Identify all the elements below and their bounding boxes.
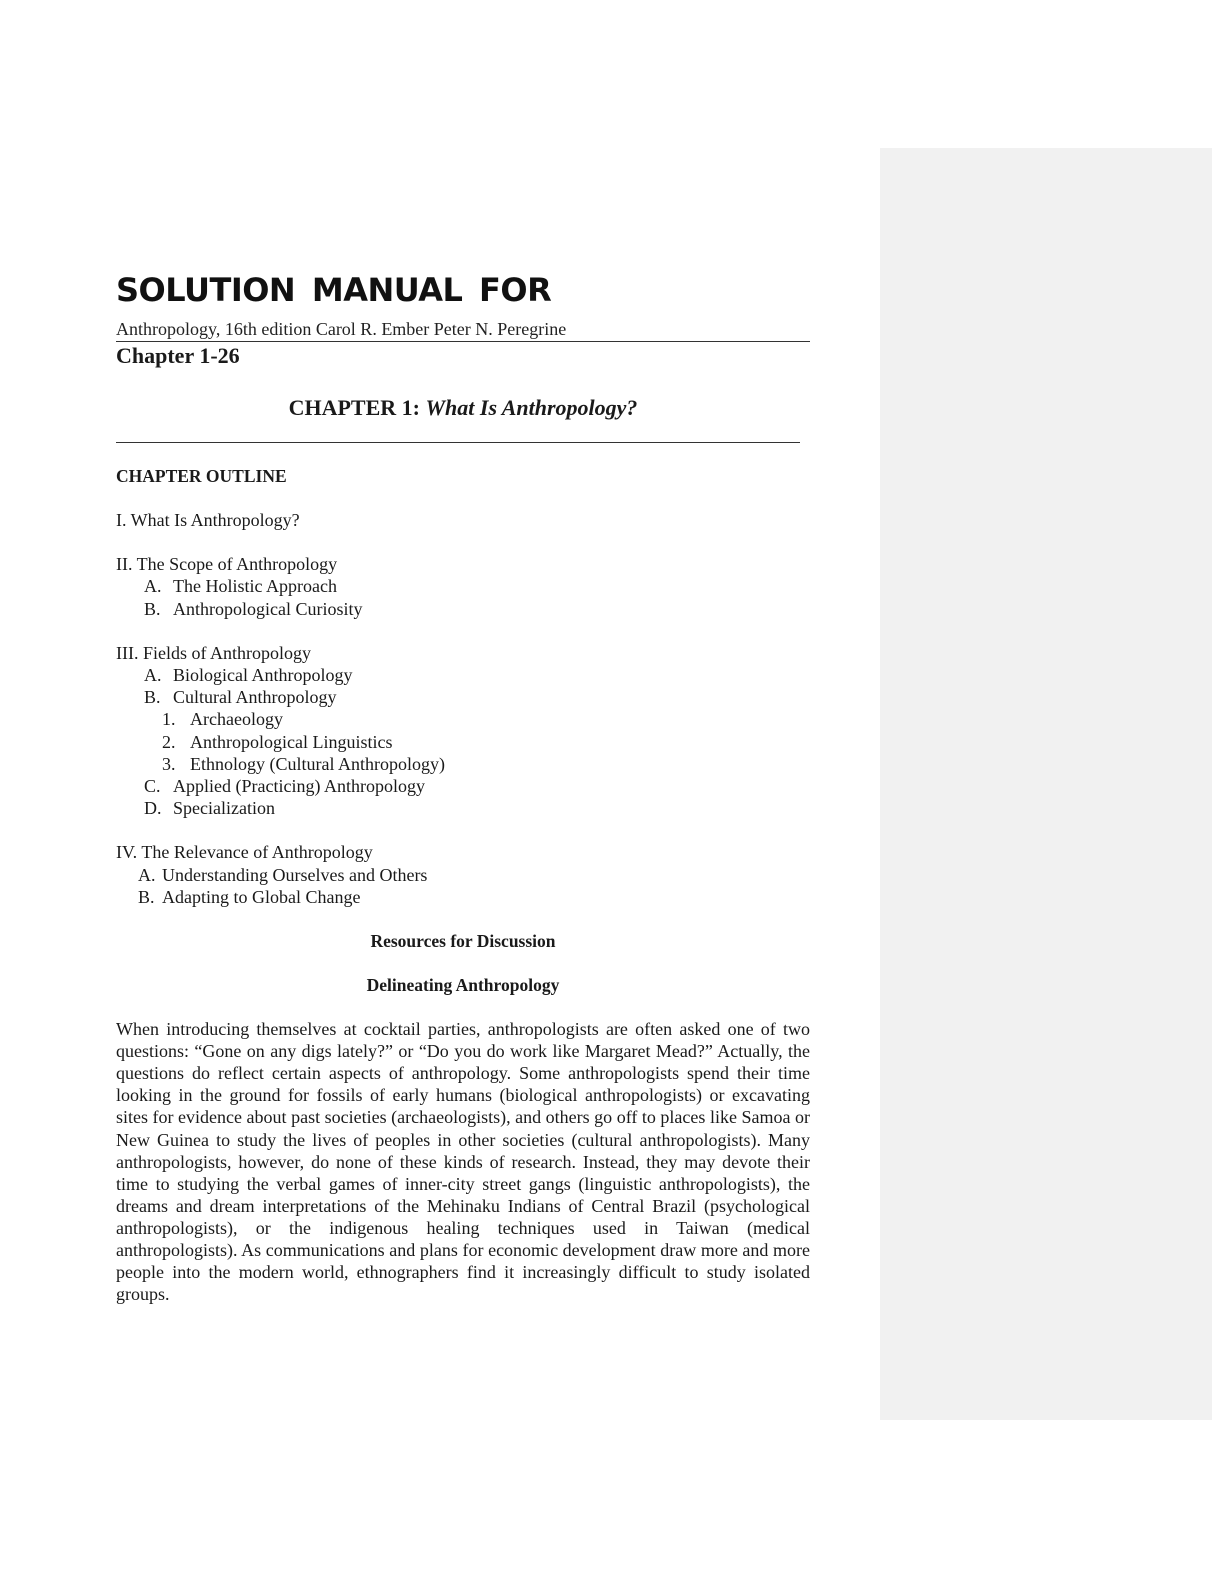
outline-item <box>116 797 810 819</box>
chapter-outline <box>116 509 810 908</box>
outline-item <box>116 864 810 886</box>
body-paragraph: When introducing themselves at cocktail parties, anthropologists are often asked one of two questions: “Gone on any digs lately?” or “Do you do work like Margaret Mead?” Actually, the questions do reflect certain aspects of anthropology. Some anthropologists spend their time looking in the ground for fossils of early humans (biological anthropologists) or excavating sites for evidence about past societies (archaeologists), and others go off to places like Samoa or New Guinea to study the lives of peoples in other societies (cultural anthropologists). Many anthropologists, however, do none of these kinds of research. Instead, they may devote their time to studying the verbal games of inner-city street gangs (linguistic anthropologists), the dreams and dream interpretations of the Mehinaku Indians of Central Brazil (psychological anthropologists), or the indigenous healing techniques used in Taiwan (medical anthropologists). As communications and plans for economic development draw more and more people into the modern world, ethnographers find it increasingly difficult to study isolated groups. <box>116 1019 810 1305</box>
resources-heading: Resources for Discussion <box>370 931 556 952</box>
outline-item-text: Ethnology (Cultural Anthropology) <box>190 753 445 774</box>
outline-section-label: I. What Is Anthropology? <box>116 510 300 530</box>
outline-item <box>116 686 810 708</box>
outline-subitem <box>116 753 810 775</box>
outline-marker: A. <box>144 665 162 686</box>
outline-section-label: III. Fields of Anthropology <box>116 642 311 663</box>
outline-item <box>116 575 810 597</box>
outline-marker: B. <box>138 886 155 907</box>
outline-item-text: Adapting to Global Change <box>162 886 361 907</box>
outline-section <box>116 509 810 531</box>
outline-section <box>116 841 810 908</box>
manual-title: SOLUTION MANUAL FOR <box>116 271 552 309</box>
outline-item-text: Cultural Anthropology <box>173 687 337 708</box>
outline-subitem <box>116 731 810 753</box>
outline-marker: 1. <box>162 709 176 730</box>
chapter-title: What Is Anthropology? <box>425 395 638 420</box>
outline-section-label: IV. The Relevance of Anthropology <box>116 842 373 863</box>
outline-section-label: II. The Scope of Anthropology <box>116 554 338 575</box>
outline-item-text: Anthropological Curiosity <box>173 598 363 619</box>
outline-marker: D. <box>144 798 162 819</box>
outline-marker: A. <box>138 864 156 885</box>
outline-item <box>116 598 810 620</box>
chapter-divider <box>116 442 800 443</box>
section-subheading: Delineating Anthropology <box>366 975 560 996</box>
outline-item-text: Understanding Ourselves and Others <box>162 864 428 885</box>
outline-heading: CHAPTER OUTLINE <box>116 466 287 486</box>
outline-marker: B. <box>144 598 161 619</box>
outline-item-text: The Holistic Approach <box>173 576 337 597</box>
outline-item <box>116 886 810 908</box>
outline-item <box>116 664 810 686</box>
outline-item-text: Biological Anthropology <box>173 665 353 686</box>
outline-section <box>116 553 810 620</box>
book-citation: Anthropology, 16th edition Carol R. Ember Peter N. Peregrine <box>116 319 567 339</box>
comment-pane <box>880 148 1212 1420</box>
outline-section <box>116 642 810 820</box>
chapter-range: Chapter 1-26 <box>116 343 240 368</box>
outline-item-text: Anthropological Linguistics <box>190 731 393 752</box>
outline-item <box>116 775 810 797</box>
outline-item-text: Applied (Practicing) Anthropology <box>173 776 425 797</box>
document-body <box>116 262 810 1305</box>
outline-marker: 2. <box>162 731 176 752</box>
outline-marker: 3. <box>162 753 176 774</box>
outline-marker: B. <box>144 687 161 708</box>
outline-subitem <box>116 708 810 730</box>
outline-item-text: Specialization <box>173 798 275 819</box>
outline-marker: A. <box>144 576 162 597</box>
chapter-heading <box>116 394 810 422</box>
outline-marker: C. <box>144 776 161 797</box>
chapter-prefix: CHAPTER 1: <box>288 395 426 420</box>
outline-item-text: Archaeology <box>190 709 283 730</box>
